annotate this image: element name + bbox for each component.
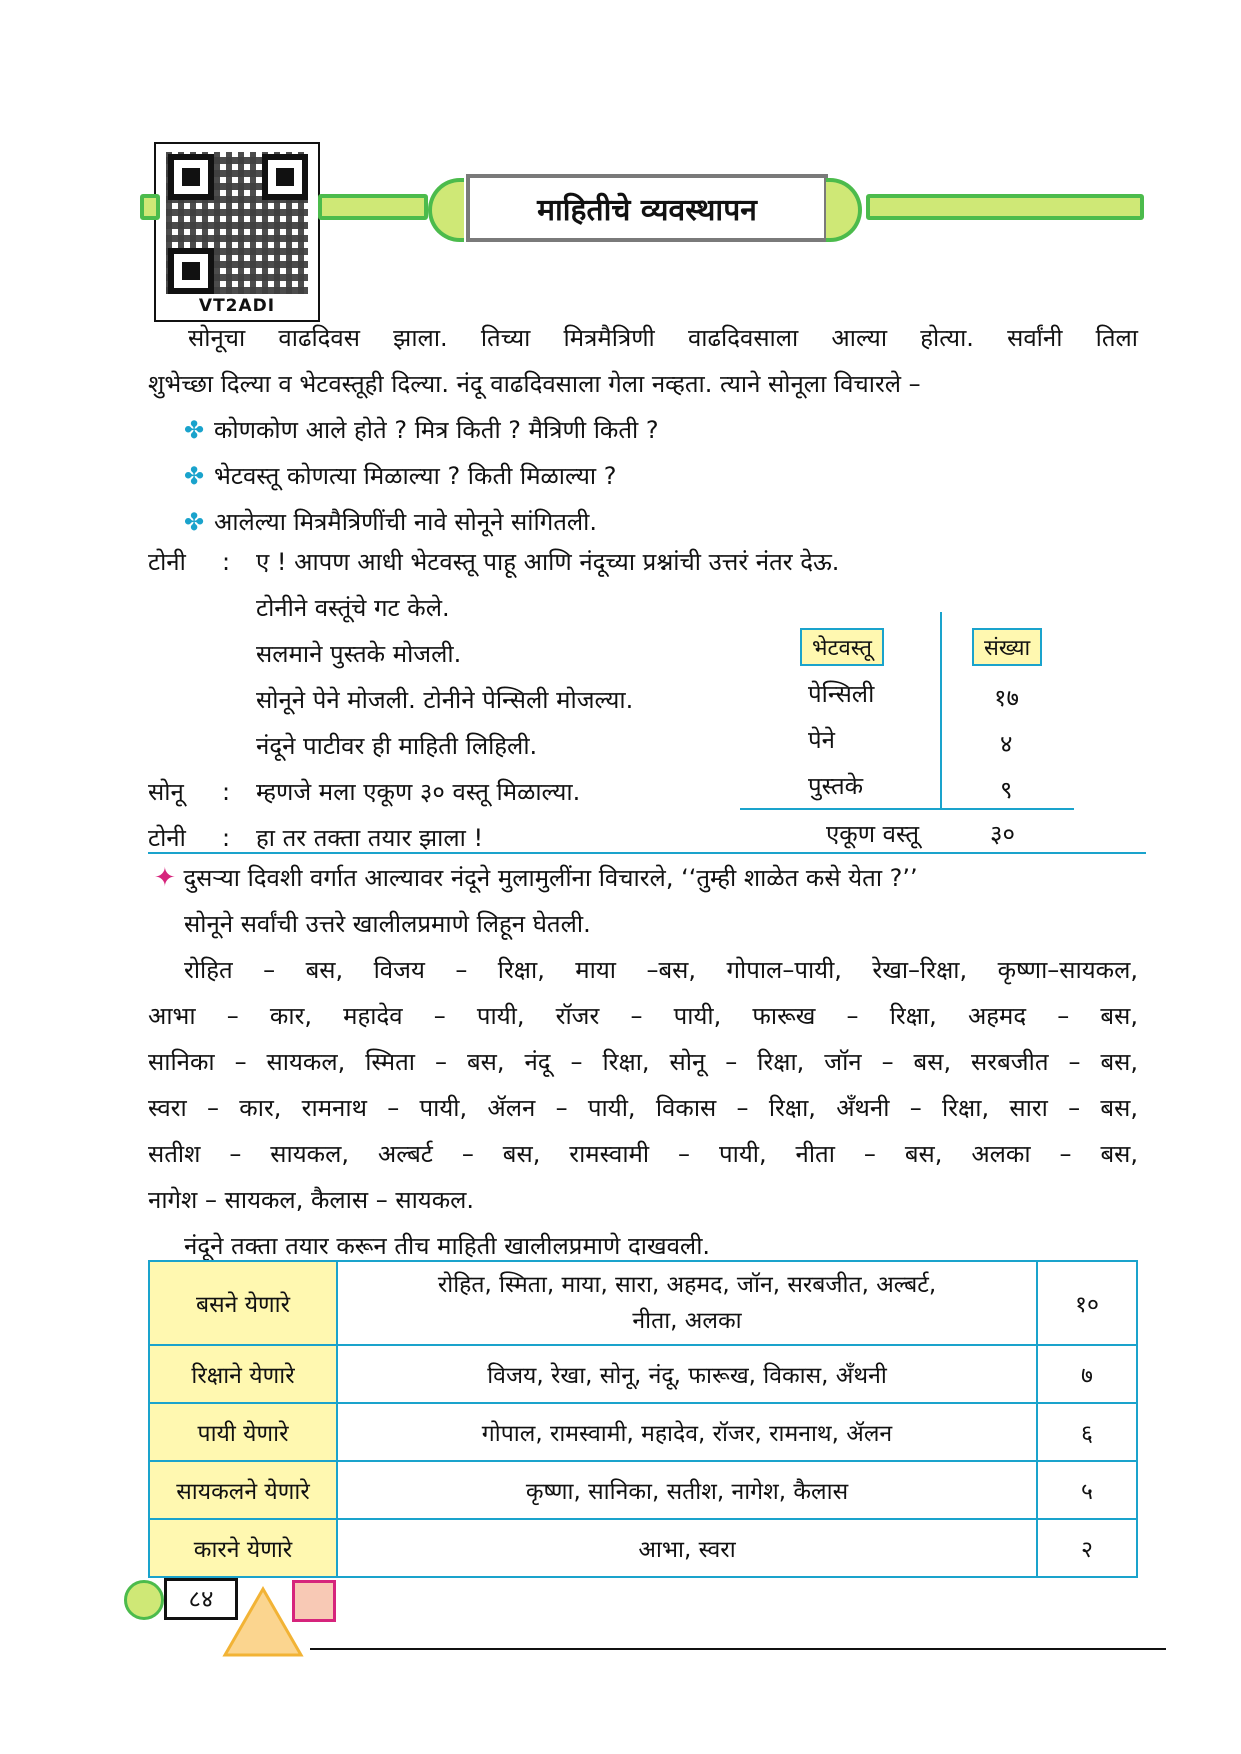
dialogue-text: टोनीने वस्तूंचे गट केले. <box>256 594 450 622</box>
gift-total-label: एकूण वस्तू <box>826 820 920 848</box>
count-cell: ७ <box>1037 1345 1137 1403</box>
pink-square-shape <box>292 1580 336 1622</box>
dialogue-text: म्हणजे मला एकूण ३० वस्तू मिळाल्या. <box>256 778 581 806</box>
flower-bullet-icon: ✤ <box>184 416 205 444</box>
dialogue-speaker: टोनी <box>148 548 186 576</box>
page-number: ८४ <box>164 1578 238 1620</box>
answer-line: रोहित – बस, विजय – रिक्षा, माया –बस, गोपाल–पायी, रेखा–रिक्षा, कृष्णा–सायकल, <box>184 956 1138 984</box>
dialogue-colon: : <box>222 778 231 806</box>
gift-table-rule <box>740 808 1074 810</box>
qr-finder <box>168 154 214 200</box>
mode-cell: कारने येणारे <box>149 1519 337 1577</box>
flower-bullet-icon: ✤ <box>184 508 205 536</box>
names-cell: आभा, स्वरा <box>337 1519 1037 1577</box>
gift-table-header-item: भेटवस्तू <box>800 628 884 666</box>
count-cell: ६ <box>1037 1403 1137 1461</box>
gift-item: पेन्सिली <box>808 680 875 708</box>
title-cap-right <box>826 178 862 242</box>
flower-bullet-icon: ✤ <box>184 462 205 490</box>
count-cell: ५ <box>1037 1461 1137 1519</box>
table-row <box>149 1461 1137 1519</box>
green-circle-shape <box>124 1580 164 1620</box>
question-item: ✤ आलेल्या मित्रमैत्रिणींची नावे सोनूने सांगितली. <box>184 500 597 544</box>
table-row <box>149 1403 1137 1461</box>
dialogue-text: सलमाने पुस्तके मोजली. <box>256 640 462 668</box>
table-row <box>149 1261 1137 1345</box>
count-cell: २ <box>1037 1519 1137 1577</box>
intro-line-1: सोनूचा वाढदिवस झाला. तिच्या मित्रमैत्रिणी वाढदिवसाला आल्या होत्या. सर्वांनी तिला <box>188 324 1138 352</box>
intro-line-2: शुभेच्छा दिल्या व भेटवस्तूही दिल्या. नंदू वाढदिवसाला गेला नव्हता. त्याने सोनूला विचारले – <box>148 370 921 398</box>
dialogue-text: सोनूने पेने मोजली. टोनीने पेन्सिली मोजल्या. <box>256 686 634 714</box>
table-row <box>149 1519 1137 1577</box>
qr-finder <box>262 154 308 200</box>
gift-count: ९ <box>1000 776 1013 804</box>
table-row <box>149 1345 1137 1403</box>
dialogue-speaker: टोनी <box>148 824 186 852</box>
table-intro: नंदूने तक्ता तयार करून तीच माहिती खालीलप्रमाणे दाखवली. <box>184 1232 711 1260</box>
mode-cell: रिक्षाने येणारे <box>149 1345 337 1403</box>
mode-cell: पायी येणारे <box>149 1403 337 1461</box>
dialogue-text: नंदूने पाटीवर ही माहिती लिहिली. <box>256 732 538 760</box>
gift-count: ४ <box>1000 730 1013 758</box>
qr-finder <box>168 248 214 294</box>
mode-cell: सायकलने येणारे <box>149 1461 337 1519</box>
names-cell: विजय, रेखा, सोनू, नंदू, फारूख, विकास, अँथनी <box>337 1345 1037 1403</box>
title-bar-right <box>866 194 1144 220</box>
question-item: ✤ कोणकोण आले होते ? मित्र किती ? मैत्रिणी किती ? <box>184 408 659 452</box>
gift-item: पेने <box>808 726 835 754</box>
dialogue-text: हा तर तक्ता तयार झाला ! <box>256 824 484 852</box>
qr-code <box>154 142 320 322</box>
title-bar-left <box>318 194 428 220</box>
answer-line: सतीश – सायकल, अल्बर्ट – बस, रामस्वामी – पायी, नीता – बस, अलका – बस, <box>148 1140 1138 1168</box>
answer-line: नागेश – सायकल, कैलास – सायकल. <box>148 1186 475 1214</box>
dialogue-text: ए ! आपण आधी भेटवस्तू पाहू आणि नंदूच्या प्रश्नांची उत्तरं नंतर देऊ. <box>256 548 840 576</box>
gift-item: पुस्तके <box>808 772 864 800</box>
gift-table-divider <box>940 612 942 808</box>
star-bullet-icon: ✦ <box>154 863 176 893</box>
title-cap-left <box>428 178 464 242</box>
names-cell: रोहित, स्मिता, माया, सारा, अहमद, जॉन, सरबजीत, अल्बर्ट, नीता, अलका <box>337 1261 1037 1345</box>
footer-rule <box>310 1648 1166 1650</box>
answer-line: सानिका – सायकल, स्मिता – बस, नंदू – रिक्षा, सोनू – रिक्षा, जॉन – बस, सरबजीत – बस, <box>148 1048 1138 1076</box>
gift-table-header-count: संख्या <box>972 628 1042 666</box>
transport-table <box>148 1260 1138 1578</box>
dialogue-colon: : <box>222 548 231 576</box>
mode-cell: बसने येणारे <box>149 1261 337 1345</box>
gift-total-value: ३० <box>990 820 1015 848</box>
answer-line: आभा – कार, महादेव – पायी, रॉजर – पायी, फारूख – रिक्षा, अहमद – बस, <box>148 1002 1138 1030</box>
page-title: माहितीचे व्यवस्थापन <box>466 174 828 242</box>
gift-count: १७ <box>994 684 1019 712</box>
qr-code-text: VT2ADI <box>198 296 276 316</box>
section-2-question: ✦ दुसऱ्या दिवशी वर्गात आल्यावर नंदूने मुलामुलींना विचारले, ‘‘तुम्ही शाळेत कसे येता ?’’ <box>154 863 918 893</box>
names-cell: कृष्णा, सानिका, सतीश, नागेश, कैलास <box>337 1461 1037 1519</box>
question-item: ✤ भेटवस्तू कोणत्या मिळाल्या ? किती मिळाल्या ? <box>184 454 616 498</box>
dialogue-colon: : <box>222 824 231 852</box>
dialogue-speaker: सोनू <box>148 778 184 806</box>
title-bar-left-stub <box>140 194 160 220</box>
answer-line: स्वरा – कार, रामनाथ – पायी, ॲलन – पायी, विकास – रिक्षा, अँथनी – रिक्षा, सारा – बस, <box>148 1094 1138 1122</box>
names-cell: गोपाल, रामस्वामी, महादेव, रॉजर, रामनाथ, ॲलन <box>337 1403 1037 1461</box>
section-2-line-2: सोनूने सर्वांची उत्तरे खालीलप्रमाणे लिहून घेतली. <box>184 910 591 938</box>
count-cell: १० <box>1037 1261 1137 1345</box>
